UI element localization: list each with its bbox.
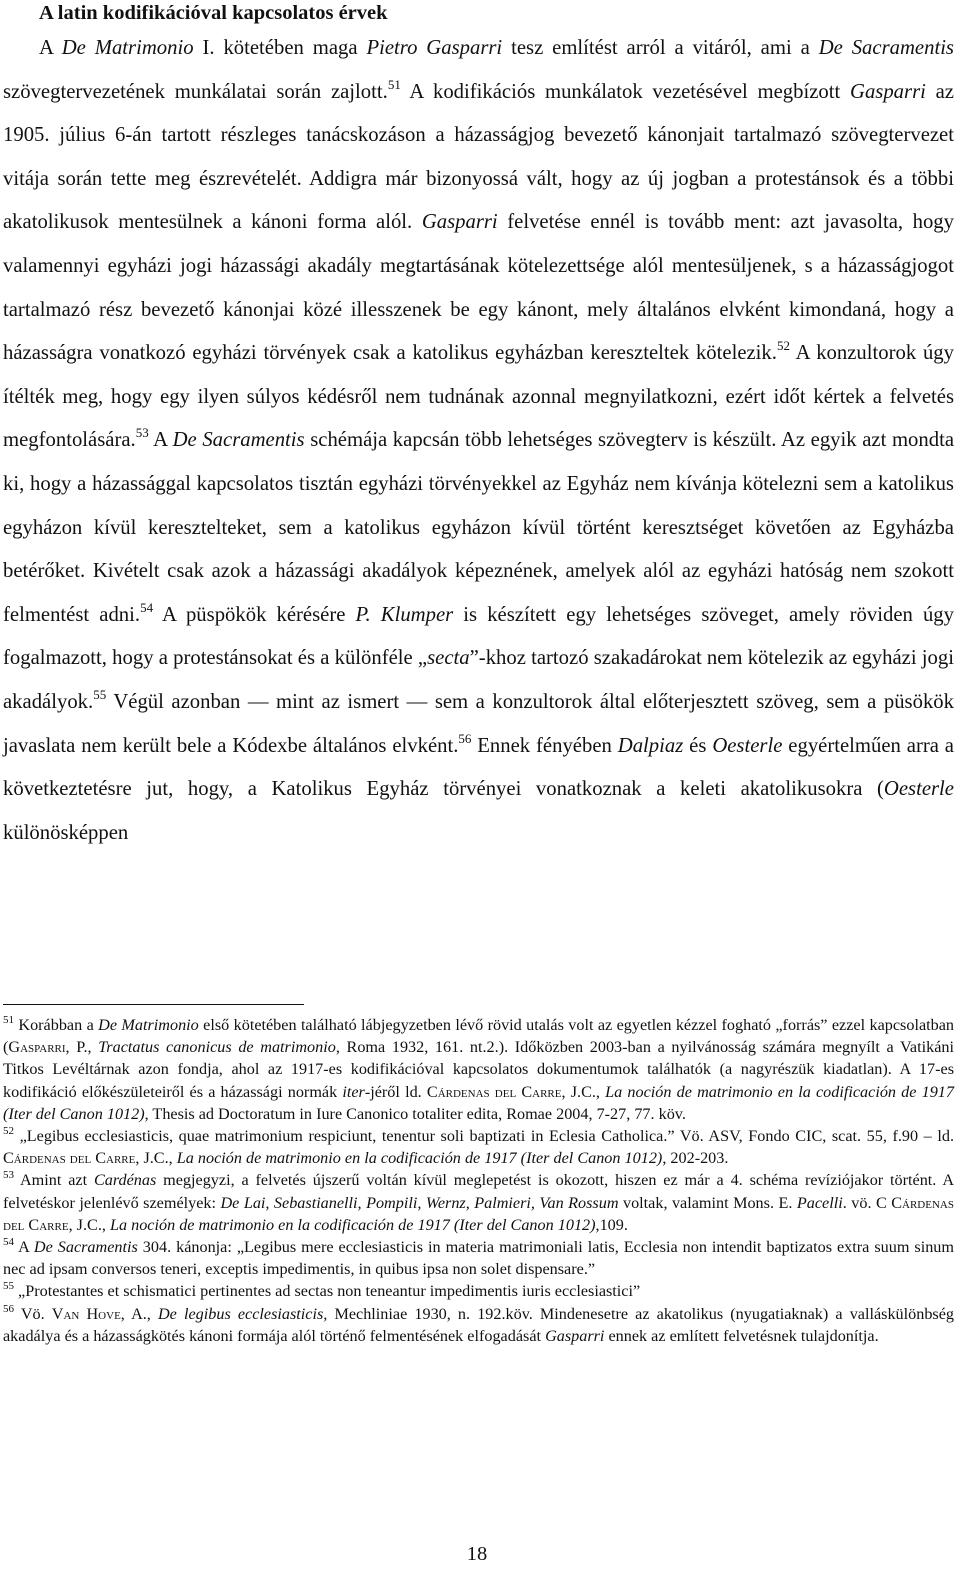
footnote-56: $^{56}$ Vö. Van Hove, A., De legibus ecclesiasticis, Mechliniae 1930, n. 192.köv. Mindenesetre az akatolikus (nyugatiaknak) a valláskülönbség akadálya és a házasságkötés kánoni formája alól történő felmentésének elfogadását Gasparri ennek az említett felvetésnek tulajdonítja.	[3, 1302, 955, 1345]
footnote-separator	[3, 1004, 304, 1005]
body-paragraph: A De Matrimonio I. kötetében maga Pietro Gasparri tesz említést arról a vitáról, ami a De Sacramentis szövegtervezetének munkálatai során zajlott.$^{51}$ A kodifikációs munkálatok vezetésével megbízott Gasparri az 1905. július 6-án tartott részleges tanácskozáson a házasságjog bevezető kánonjait tartalmazó szövegtervezet vitája során tette meg észrevételét. Addigra már bizonyossá vált, hogy az új jogban a protestánsok és a többi akatolikusok mentesülnek a kánoni forma alól. Gasparri felvetése ennél is tovább ment: azt javasolta, hogy valamennyi egyházi jogi házassági akadály megtartásának kötelezettsége alól mentesüljenek, s a házasságjogot tartalmazó rész bevezető kánonjai közé illesszenek be egy kánont, mely általános elvként kimondaná, hogy a házasságra vonatkozó egyházi törvények csak a katolikus egyházban kereszteltek kötelezik.$^{52}$ A konzultorok úgy ítélték meg, hogy egy ilyen súlyos kédésről nem tudnának azonnal megnyilatkozni, ezért időt kértek a felvetés megfontolására.$^{53}$ A De Sacramentis schémája kapcsán több lehetséges szövegterv is készült. Az egyik azt mondta ki, hogy a házassággal kapcsolatos tisztán egyházi törvényekkel az Egyház nem kívánja kötelezni sem a katolikus egyházon kívül keresztelteket, sem a katolikus egyházon kívül történt keresztséget követően az Egyházba betérőket. Kivételt csak azok a házassági akadályok képeznének, amelyek alól az egyházi hatóság nem szokott felmentést adni.$^{54}$ A püspökök kérésére P. Klumper is készített egy lehetséges szöveget, amely röviden úgy fogalmazott, hogy a protestánsokat és a különféle „secta”-khoz tartozó szakadárokat nem kötelezik az egyházi jogi akadályok.$^{55}$ Végül azonban — mint az ismert — sem a konzultorok által előterjesztett szöveg, sem a püsökök javaslata nem került bele a Kódexbe általános elvként.$^{56}$ Ennek fényében Dalpiaz és Oesterle egyértelműen arra a következtetésre jut, hogy, a Katolikus Egyház törvényei vonatkoznak a keleti akatolikusokra (Oesterle különösképpen	[3, 37, 955, 844]
footnote-53: $^{53}$ Amint azt Cardénas megjegyzi, a felvetés újszerű voltán kívül meglepetést is okozott, hiszen ez már a 4. schéma revíziójakor történt. A felvetéskor jelenlévő személyek: De Lai, Sebastianelli, Pompili, Wernz, Palmieri, Van Rossum voltak, valamint Mons. E. Pacelli. vö. C Cárdenas del Carre, J.C., La noción de matrimonio en la codificación de 1917 (Iter del Canon 1012),109.	[3, 1169, 955, 1234]
footnote-ref-52[interactable]: 52	[776, 338, 790, 354]
section-heading: A latin kodifikációval kapcsolatos érvek	[39, 2, 388, 24]
body-text	[3, 27, 954, 855]
footnote-ref-51[interactable]: 51	[387, 76, 401, 92]
footnote-55: $^{55}$ „Protestantes et schismatici pertinentes ad sectas non teneantur impedimentis iuris ecclesiastici”	[3, 1280, 641, 1301]
footnote-51: $^{51}$ Korábban a De Matrimonio első kötetében található lábjegyzetben lévő rövid utalás volt az egyetlen kézzel fogható „forrás” ezzel kapcsolatban (Gasparri, P., Tractatus canonicus de matrimonio, Roma 1932, 161. nt.2.). Időközben 2003-ban a nyilvánosság számára megnyílt a Vatikáni Titkos Levéltárnak azon fondja, ahol az 1917-es kodifikációval kapcsolatos dokumentumok találhatók (a nagyrészük kiadatlan). A 17-es kodifikáció előkészületeiről és a házassági normák iter-jéről ld. Cárdenas del Carre, J.C., La noción de matrimonio en la codificación de 1917 (Iter del Canon 1012), Thesis ad Doctoratum in Iure Canonico totaliter edita, Romae 2004, 7-27, 77. köv.	[3, 1014, 954, 1123]
footnote-ref-56[interactable]: 56	[458, 730, 472, 746]
footnote-52: $^{52}$ „Legibus ecclesiasticis, quae matrimonium respiciunt, tenentur soli baptizati in Eclesia Catholica.” Vö. ASV, Fondo CIC, scat. 55, f.90 – ld. Cárdenas del Carre, J.C., La noción de matrimonio en la codificación de 1917 (Iter del Canon 1012), 202-203.	[3, 1125, 954, 1168]
footnotes	[3, 1014, 954, 1347]
footnote-ref-55[interactable]: 55	[93, 686, 107, 702]
footnote-ref-54[interactable]: 54	[140, 599, 154, 615]
page-number: 18	[466, 1543, 488, 1565]
footnote-54: $^{54}$ A De Sacramentis 304. kánonja: „Legibus mere ecclesiasticis in materia matrimoniali latis, Ecclesia non intendit baptizatos extra suum sinum nec ad ipsam conversos teneri, exceptis impedimentis, in quibus ipsa non solet dispensare.”	[3, 1236, 954, 1279]
footnote-ref-53[interactable]: 53	[135, 425, 149, 441]
